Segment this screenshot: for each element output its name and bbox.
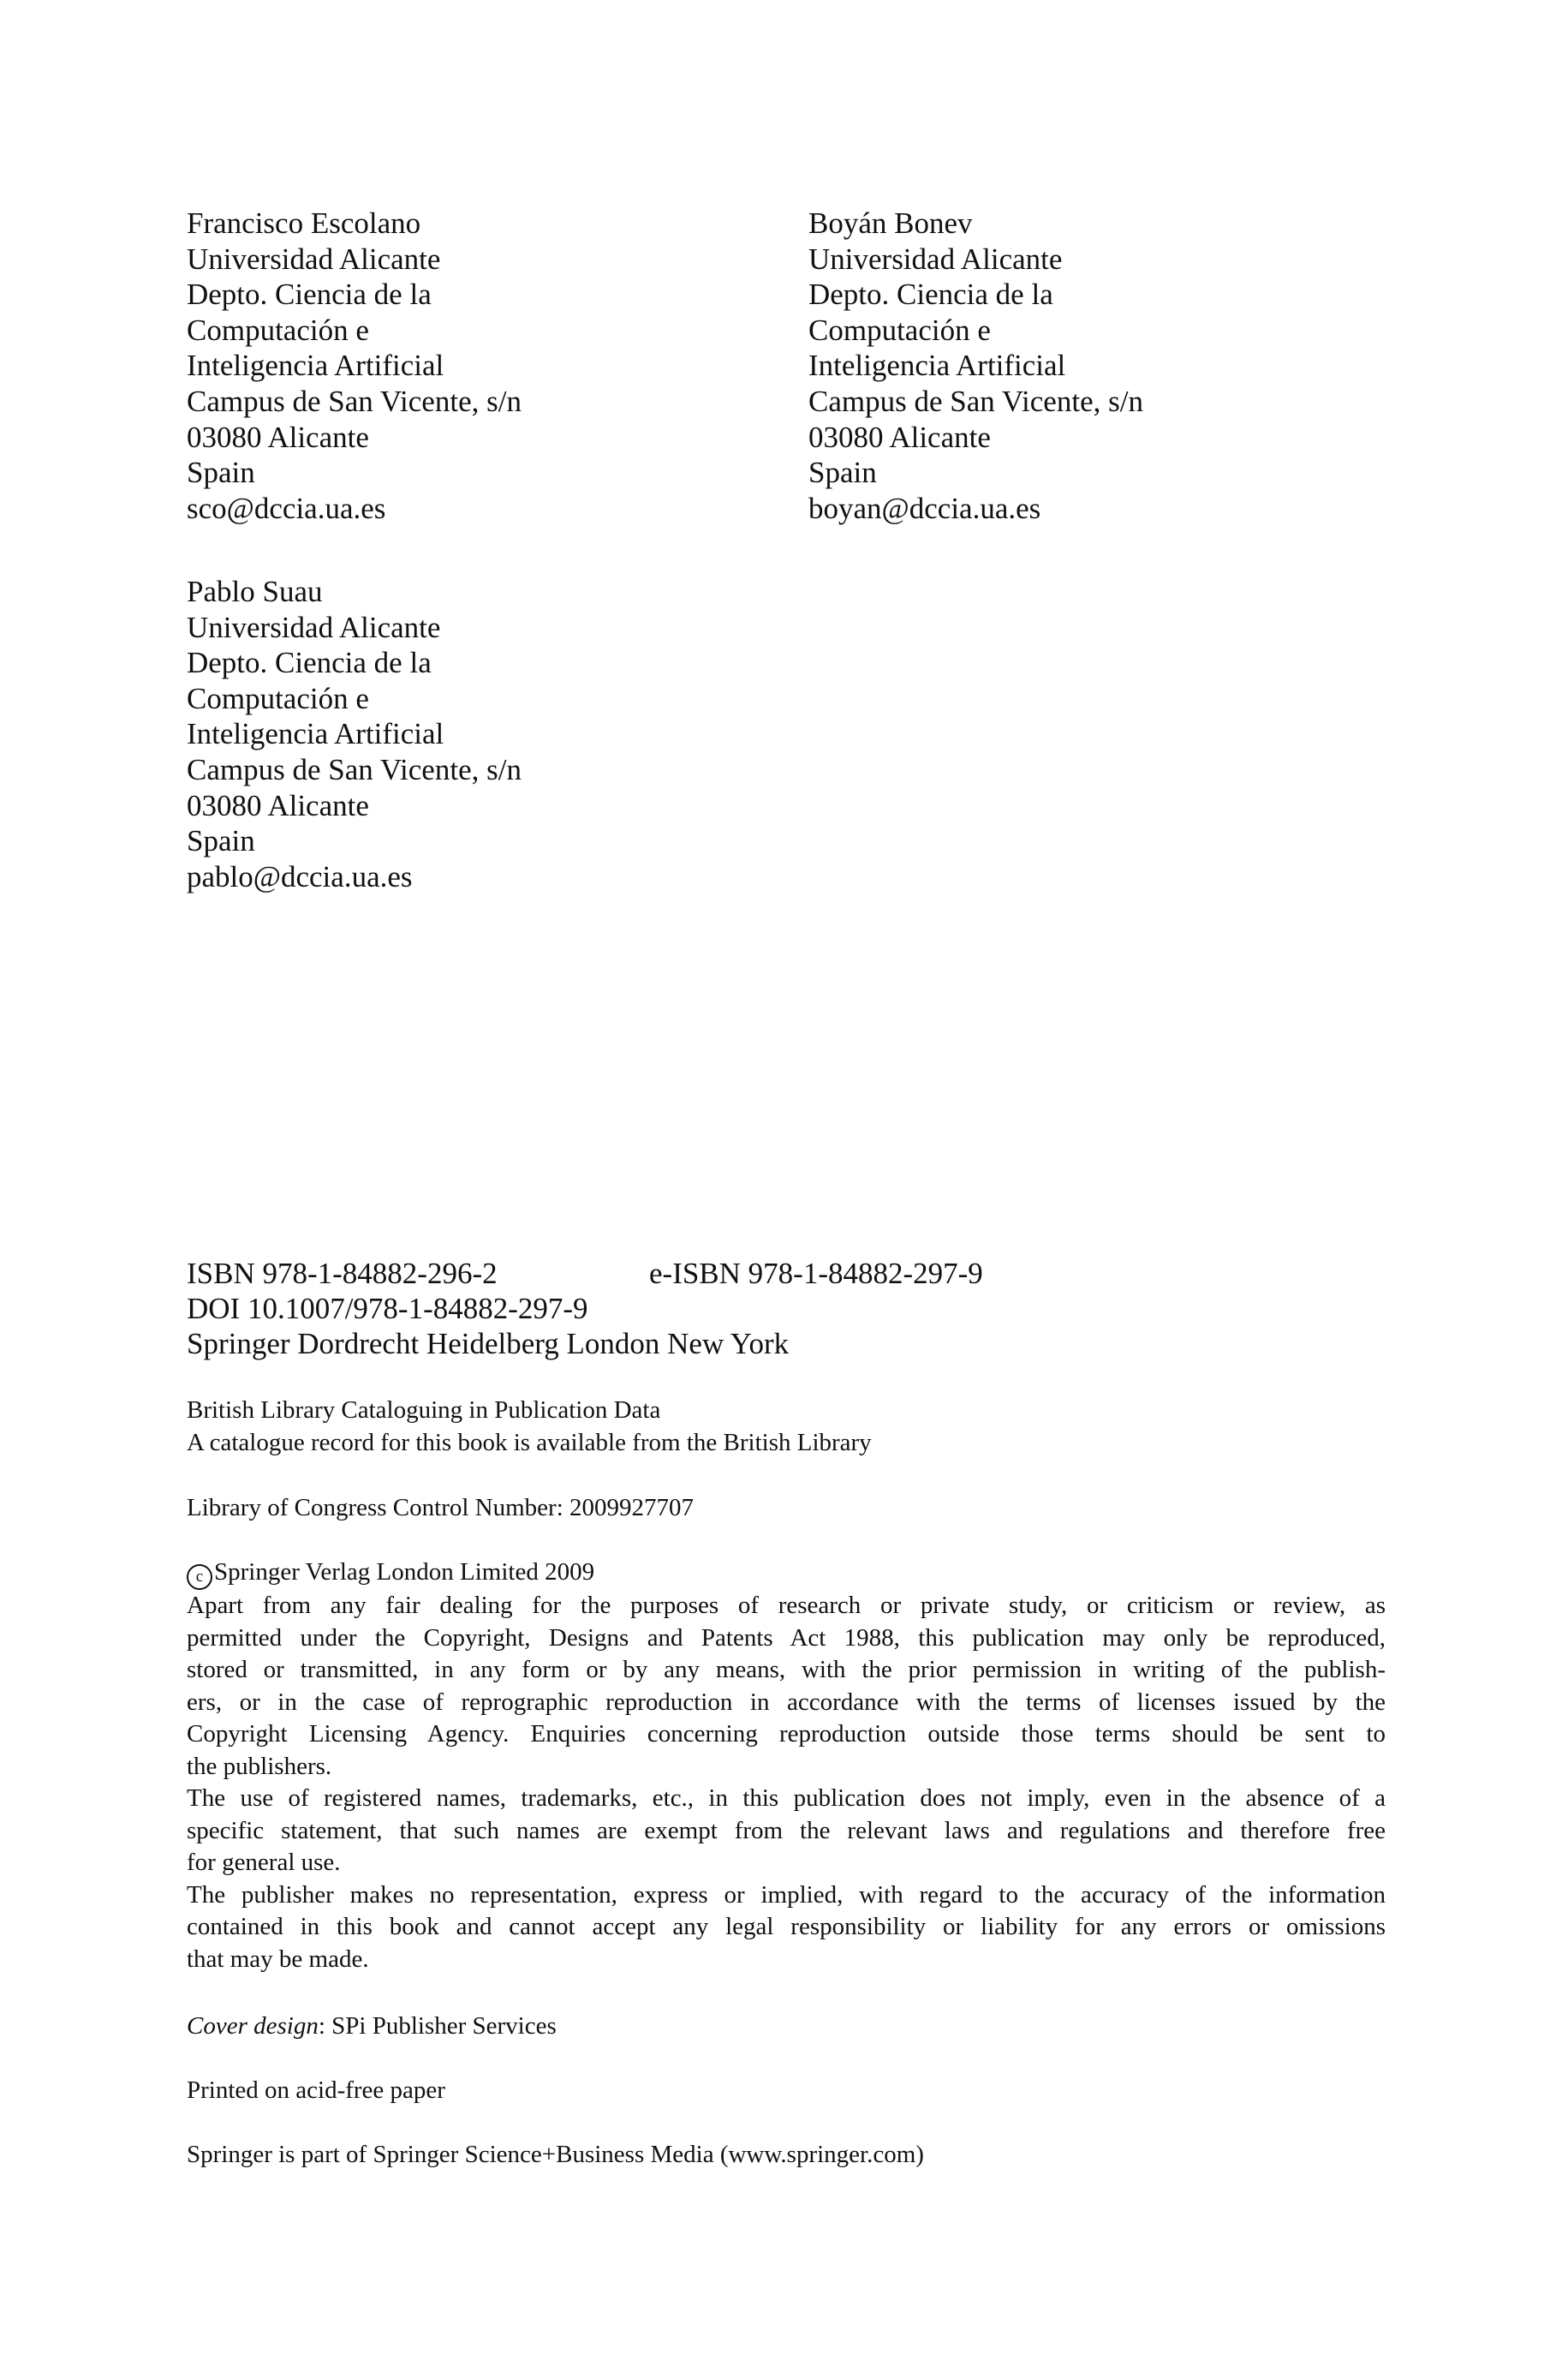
lccn-text: Library of Congress Control Number: 2009927707: [187, 1494, 695, 1521]
isbn-row: [187, 1256, 1386, 1291]
author-address-suau: [187, 574, 522, 894]
address-line: Campus de San Vicente, s/n: [187, 752, 522, 786]
address-line: Campus de San Vicente, s/n: [187, 384, 522, 418]
address-line: Universidad Alicante: [187, 242, 441, 276]
author-name: Francisco Escolano: [187, 206, 421, 240]
paragraph-line: The publisher makes no representation, express or implied, with regard to the accuracy of the information: [187, 1880, 1386, 1909]
address-line: 03080 Alicante: [808, 420, 991, 454]
address-line: 03080 Alicante: [187, 420, 369, 454]
publisher-locations: Springer Dordrecht Heidelberg London New York: [187, 1327, 790, 1360]
address-line: Computación e: [187, 313, 369, 347]
author-address-escolano: [187, 206, 522, 526]
address-line: Inteligencia Artificial: [187, 717, 444, 751]
address-line: Depto. Ciencia de la: [187, 278, 432, 312]
paragraph-line: Apart from any fair dealing for the purposes of research or private study, or criticism or review, as: [187, 1592, 1386, 1619]
copyright-paragraph-1: [187, 1590, 1386, 1783]
address-line: Depto. Ciencia de la: [808, 278, 1053, 312]
paragraph-line: The use of registered names, trademarks, etc., in this publication does not imply, even in the absence of a: [187, 1784, 1386, 1812]
paragraph-line: contained in this book and cannot accept any legal responsibility or liability for any errors or omissions: [187, 1913, 1386, 1940]
springer-text: Springer is part of Springer Science+Business Media (www.springer.com): [187, 2141, 924, 2168]
copyright-icon: c: [187, 1564, 212, 1590]
cover-design-line: [187, 2011, 1386, 2043]
copyright-line: [187, 1556, 1386, 1590]
author-name: Boyán Bonev: [808, 206, 973, 240]
cover-design-label: Cover design: [187, 2012, 319, 2040]
address-line: Spain: [187, 824, 255, 858]
paragraph-line: ers, or in the case of reprographic reproduction in accordance with the terms of licenses issued by the: [187, 1688, 1386, 1716]
isbn: ISBN 978-1-84882-296-2: [187, 1257, 498, 1290]
paragraph-line: the publishers.: [187, 1752, 332, 1780]
copyright-notice: [187, 1556, 1386, 1975]
cover-design: [187, 2011, 1386, 2043]
publication-identifiers: [187, 1256, 1386, 1361]
copyright-holder: Springer Verlag London Limited 2009: [214, 1558, 595, 1586]
e-isbn: e-ISBN 978-1-84882-297-9: [649, 1257, 983, 1290]
address-line: Inteligencia Artificial: [187, 349, 444, 383]
author-address-bonev: [808, 206, 1143, 526]
paragraph-line: for general use.: [187, 1849, 341, 1876]
springer-note: [187, 2139, 1386, 2172]
address-line: Spain: [808, 456, 877, 490]
address-line: Computación e: [808, 313, 991, 347]
cip-text: A catalogue record for this book is available from the British Library: [187, 1428, 872, 1456]
paragraph-line: permitted under the Copyright, Designs and Patents Act 1988, this publication may only be reproduced,: [187, 1623, 1386, 1652]
author-name: Pablo Suau: [187, 575, 323, 608]
author-email: sco@dccia.ua.es: [187, 491, 386, 525]
author-email: pablo@dccia.ua.es: [187, 859, 413, 893]
lccn: [187, 1492, 1386, 1525]
paragraph-line: Copyright Licensing Agency. Enquiries concerning reproduction outside those terms should be sent to: [187, 1720, 1386, 1748]
cip-title: British Library Cataloguing in Publication Data: [187, 1396, 661, 1424]
address-line: Computación e: [187, 681, 369, 715]
address-line: Campus de San Vicente, s/n: [808, 384, 1143, 418]
doi: DOI 10.1007/978-1-84882-297-9: [187, 1292, 588, 1325]
copyright-paragraph-3: [187, 1879, 1386, 1976]
printed-text: Printed on acid-free paper: [187, 2076, 445, 2104]
address-line: Depto. Ciencia de la: [187, 646, 432, 680]
paragraph-line: stored or transmitted, in any form or by any means, with the prior permission in writing of the publish-: [187, 1656, 1386, 1683]
address-line: 03080 Alicante: [187, 788, 369, 822]
address-line: Universidad Alicante: [808, 242, 1063, 276]
paragraph-line: specific statement, that such names are exempt from the relevant laws and regulations and therefore free: [187, 1816, 1386, 1844]
copyright-paragraph-2: [187, 1783, 1386, 1879]
address-line: Universidad Alicante: [187, 610, 441, 644]
address-line: Spain: [187, 456, 255, 490]
cover-design-value: : SPi Publisher Services: [318, 2012, 557, 2040]
printed-note: [187, 2075, 1386, 2107]
address-line: Inteligencia Artificial: [808, 349, 1066, 383]
author-email: boyan@dccia.ua.es: [808, 491, 1041, 525]
cip-data: [187, 1395, 1386, 1459]
paragraph-line: that may be made.: [187, 1945, 369, 1973]
